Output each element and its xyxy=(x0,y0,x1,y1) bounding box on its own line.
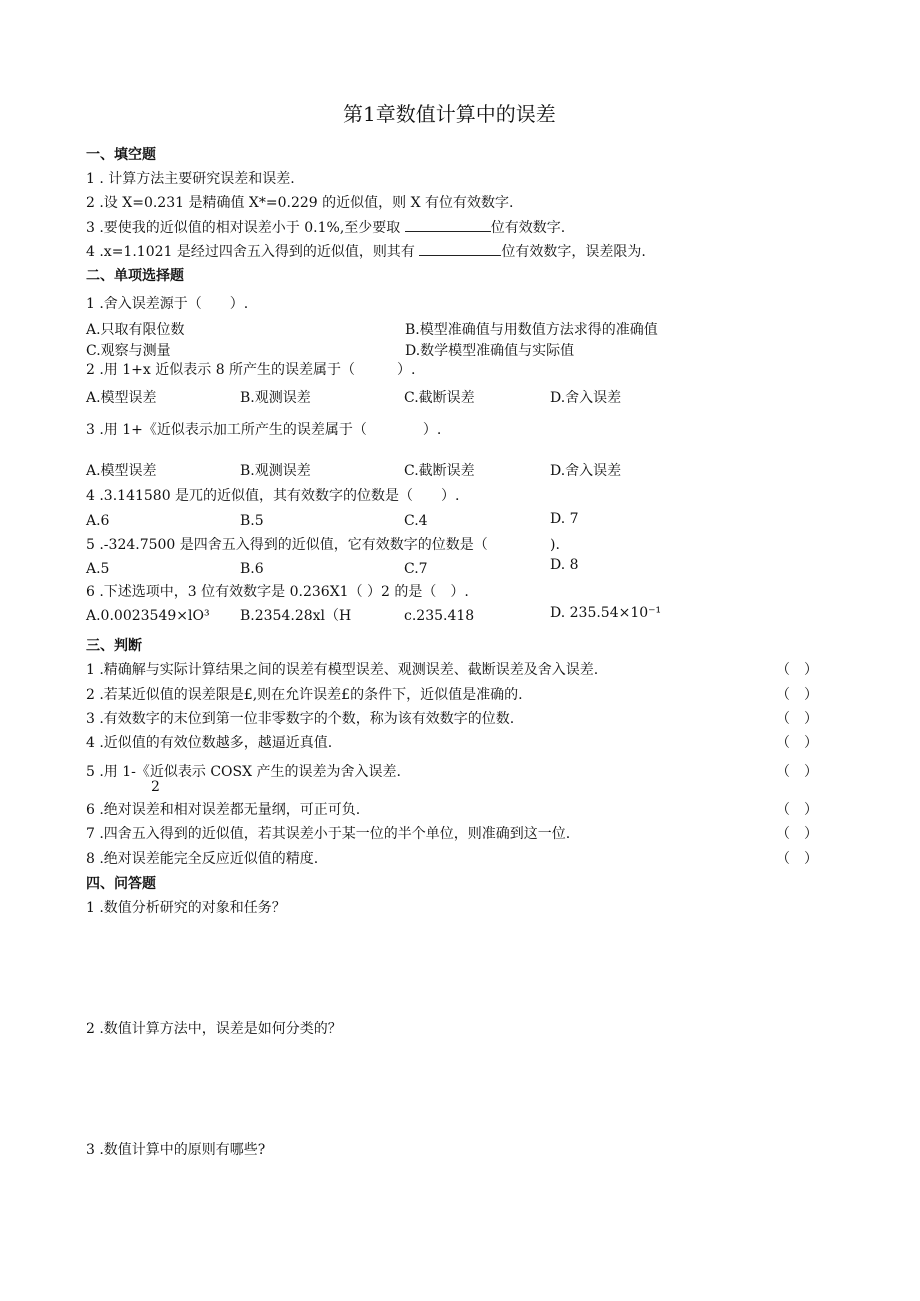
choice-option[interactable]: B.6 xyxy=(240,561,264,577)
answer-blank[interactable] xyxy=(405,218,491,232)
fill-question-1: 1 . 计算方法主要研究误差和误差. xyxy=(86,171,295,187)
answer-parentheses[interactable]: （ ） xyxy=(776,764,818,780)
judge-question-2: 2 .若某近似值的误差限是£,则在允许误差£的条件下，近似值是准确的. xyxy=(86,687,523,703)
fill-question-4 xyxy=(86,242,646,261)
section-heading-judge: 三、判断 xyxy=(86,638,142,654)
choice-question-3: 3 .用 1+《近似表示加工所产生的误差属于（ ）. xyxy=(86,422,442,438)
fill-question-4-text: 4 .x=1.1021 是经过四舍五入得到的近似值，则其有 xyxy=(86,244,415,260)
choice-option[interactable]: B.模型准确值与用数值方法求得的准确值 xyxy=(405,322,658,338)
judge-question-5: 5 .用 1-《近似表示 COSX 产生的误差为舍入误差. xyxy=(86,764,401,780)
choice-option[interactable]: D.舍入误差 xyxy=(550,463,622,479)
fill-question-4-suffix: 位有效数字，误差限为. xyxy=(501,244,646,260)
answer-parentheses[interactable]: （ ） xyxy=(776,662,818,678)
qa-question-2: 2 .数值计算方法中，误差是如何分类的？ xyxy=(86,1021,342,1037)
choice-option[interactable]: B.2354.28xl（H xyxy=(240,608,352,624)
page-title: 第1章数值计算中的误差 xyxy=(343,102,556,126)
choice-option[interactable]: D. 7 xyxy=(550,511,579,527)
section-heading-qa: 四、问答题 xyxy=(86,876,156,892)
judge-question-7: 7 .四舍五入得到的近似值，若其误差小于某一位的半个单位，则准确到这一位. xyxy=(86,826,571,842)
choice-option[interactable]: B.5 xyxy=(240,513,264,529)
judge-question-5-denominator: 2 xyxy=(151,779,160,795)
choice-option[interactable]: B.观测误差 xyxy=(240,463,311,479)
fill-question-2: 2 .设 X=0.231 是精确值 X*=0.229 的近似值，则 X 有位有效数字. xyxy=(86,195,514,211)
answer-parentheses[interactable]: （ ） xyxy=(776,735,818,751)
judge-question-4: 4 .近似值的有效位数越多，越逼近真值. xyxy=(86,735,333,751)
choice-option[interactable]: A.5 xyxy=(86,561,110,577)
answer-parentheses[interactable]: （ ） xyxy=(776,851,818,867)
choice-option[interactable]: C.截断误差 xyxy=(404,463,475,479)
choice-option[interactable]: A.模型误差 xyxy=(86,390,157,406)
answer-parentheses[interactable]: （ ） xyxy=(776,826,818,842)
choice-option[interactable]: C.4 xyxy=(404,513,428,529)
choice-question-2: 2 .用 1+x 近似表示 8 所产生的误差属于（ ）. xyxy=(86,362,416,378)
choice-option[interactable]: c.235.418 xyxy=(404,608,475,624)
choice-question-6: 6 .下述选项中，3 位有效数字是 0.236X1（ ）2 的是（ ）. xyxy=(86,584,469,600)
choice-option[interactable]: A.6 xyxy=(86,513,110,529)
choice-option[interactable]: A.0.0023549×lO³ xyxy=(86,608,210,624)
answer-parentheses[interactable]: （ ） xyxy=(776,802,818,818)
judge-question-6: 6 .绝对误差和相对误差都无量纲，可正可负. xyxy=(86,802,361,818)
choice-option[interactable]: D. 235.54×10⁻¹ xyxy=(550,605,662,621)
section-heading-choice: 二、单项选择题 xyxy=(86,268,184,284)
choice-option[interactable]: A.模型误差 xyxy=(86,463,157,479)
choice-option[interactable]: D.数学模型准确值与实际值 xyxy=(405,343,575,359)
judge-question-8: 8 .绝对误差能完全反应近似值的精度. xyxy=(86,851,319,867)
choice-question-5: 5 .-324.7500 是四舍五入得到的近似值，它有效数字的位数是（ xyxy=(86,537,488,553)
section-heading-fill: 一、填空题 xyxy=(86,147,156,163)
choice-option[interactable]: C.观察与测量 xyxy=(86,343,171,359)
choice-option[interactable]: A.只取有限位数 xyxy=(86,322,185,338)
fill-question-3-suffix: 位有效数字. xyxy=(490,220,566,236)
answer-blank[interactable] xyxy=(419,242,501,256)
choice-option[interactable]: D.舍入误差 xyxy=(550,390,622,406)
qa-question-1: 1 .数值分析研究的对象和任务？ xyxy=(86,900,286,916)
choice-question-4: 4 .3.141580 是兀的近似值，其有效数字的位数是（ ）. xyxy=(86,488,460,504)
qa-question-3: 3 .数值计算中的原则有哪些? xyxy=(86,1142,266,1158)
judge-question-1: 1 .精确解与实际计算结果之间的误差有模型误差、观测误差、截断误差及舍入误差. xyxy=(86,662,599,678)
choice-question-1: 1 .舍入误差源于（ ）. xyxy=(86,296,249,312)
fill-question-3 xyxy=(86,218,565,237)
judge-question-3: 3 .有效数字的末位到第一位非零数字的个数，称为该有效数字的位数. xyxy=(86,711,515,727)
answer-parentheses[interactable]: （ ） xyxy=(776,687,818,703)
choice-option[interactable]: C.7 xyxy=(404,561,428,577)
choice-question-5-end: ). xyxy=(550,537,560,553)
answer-parentheses[interactable]: （ ） xyxy=(776,711,818,727)
choice-option[interactable]: D. 8 xyxy=(550,557,579,573)
choice-option[interactable]: C.截断误差 xyxy=(404,390,475,406)
choice-option[interactable]: B.观测误差 xyxy=(240,390,311,406)
fill-question-3-text: 3 .要使我的近似值的相对误差小于 0.1%,至少要取 xyxy=(86,220,401,236)
